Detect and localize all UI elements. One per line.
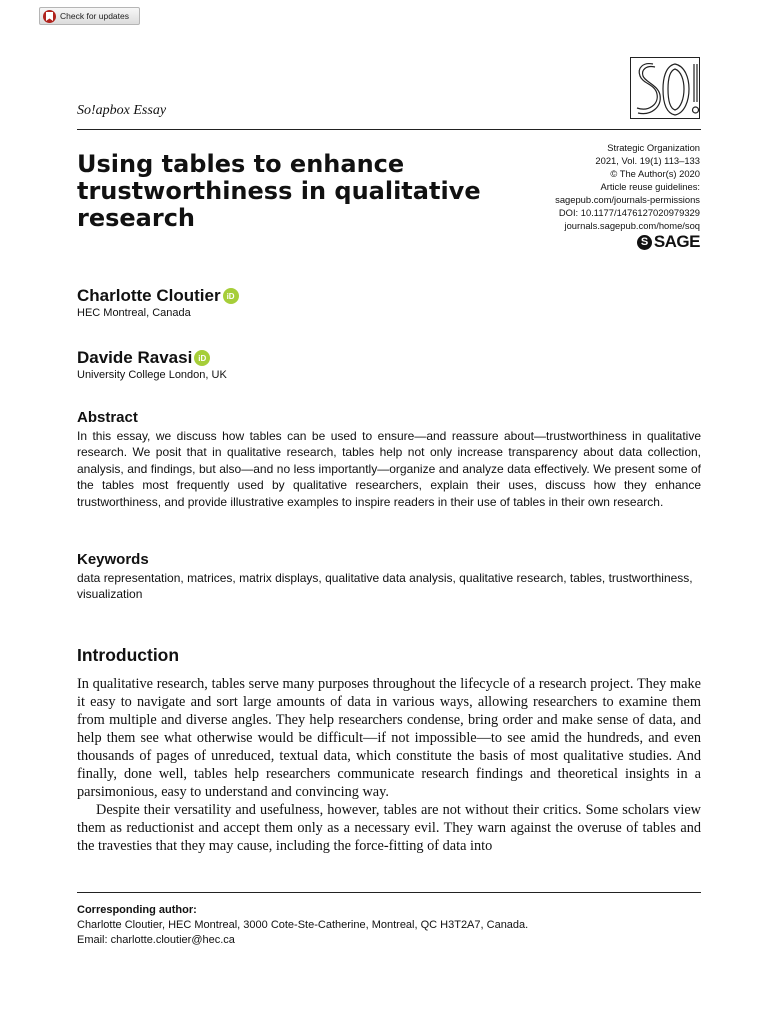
footnote-label: Corresponding author: [77, 904, 197, 916]
header-rule [77, 129, 701, 130]
corresponding-author-note [77, 903, 701, 948]
journal-logo [630, 57, 700, 119]
article-title: Using tables to enhance trustworthiness in qualitative research [77, 150, 481, 232]
footnote-rule [77, 892, 701, 893]
keywords-text: data representation, matrices, matrix displays, qualitative data analysis, qualitative research, tables, trustworthiness, visualization [77, 571, 693, 602]
body-text [77, 675, 701, 855]
permissions-link[interactable]: sagepub.com/journals-permissions [555, 194, 700, 205]
sage-mark-icon: S [637, 235, 652, 250]
check-for-updates-button[interactable] [39, 7, 140, 25]
author-block-1 [77, 286, 239, 319]
publisher-name: SAGE [653, 232, 700, 251]
keywords-heading: Keywords [77, 551, 149, 568]
section-label: So!apbox Essay [77, 103, 167, 118]
introduction-heading: Introduction [77, 645, 180, 665]
journal-volume: 2021, Vol. 19(1) 113–133 [595, 155, 700, 166]
footnote-address: Charlotte Cloutier, HEC Montreal, 3000 Cote-Ste-Catherine, Montreal, QC H3T2A7, Canada. [77, 919, 529, 931]
paragraph: In qualitative research, tables serve many purposes throughout the lifecycle of a research project. They make it easy to navigate and sort large amounts of data in various ways, allowing researchers to examine them from multiple and diverse angles. They help researchers condense, bring order and make sense of data, and help them see what otherwise would be difficult—if not impossible—to see amid the hundreds, and even thousands of pages of unreduced, textual data, which constitute the basis of most qualitative studies. And finally, done well, tables help researchers communicate research findings and theoretical insights in a parsimonious, easy to understand and convincing way. [77, 676, 701, 800]
abstract-text: In this essay, we discuss how tables can be used to ensure—and reassure about—trustworthiness in qualitative research. We posit that in qualitative research, tables help not only increase transparency about data collection, analysis, and findings, but also—and no less importantly—organize and analyze data effectively. We present some of the tables most frequently used by qualitative researchers, explain their uses, discuss how they enhance trustworthiness, and provide illustrative examples to inspire readers in their use of tables in their own research. [77, 429, 701, 509]
reuse-guidelines-label: Article reuse guidelines: [600, 181, 700, 192]
doi[interactable]: DOI: 10.1177/1476127020979329 [558, 207, 700, 218]
journal-home-link[interactable]: journals.sagepub.com/home/soq [564, 220, 700, 231]
bookmark-icon [43, 10, 56, 23]
check-for-updates-label: Check for updates [60, 11, 129, 21]
paragraph: Despite their versatility and usefulness, however, tables are not without their critics. Some scholars view them as reductionist and accept them only as a necessary evil. They warn against the overuse of tables and the travesties that they may cause, including the force-fitting of data into [77, 802, 701, 854]
abstract-heading: Abstract [77, 409, 138, 426]
orcid-icon[interactable]: iD [194, 350, 210, 366]
author-affiliation: University College London, UK [77, 369, 227, 381]
author-affiliation: HEC Montreal, Canada [77, 307, 191, 319]
publisher-logo [637, 232, 700, 252]
author-block-2 [77, 348, 227, 381]
journal-name: Strategic Organization [607, 142, 700, 153]
footnote-email[interactable]: Email: charlotte.cloutier@hec.ca [77, 934, 235, 946]
copyright: © The Author(s) 2020 [610, 168, 700, 179]
author-name: Davide Ravasi [77, 348, 193, 367]
journal-info [555, 141, 700, 232]
author-name: Charlotte Cloutier [77, 286, 221, 305]
orcid-icon[interactable]: iD [223, 288, 239, 304]
